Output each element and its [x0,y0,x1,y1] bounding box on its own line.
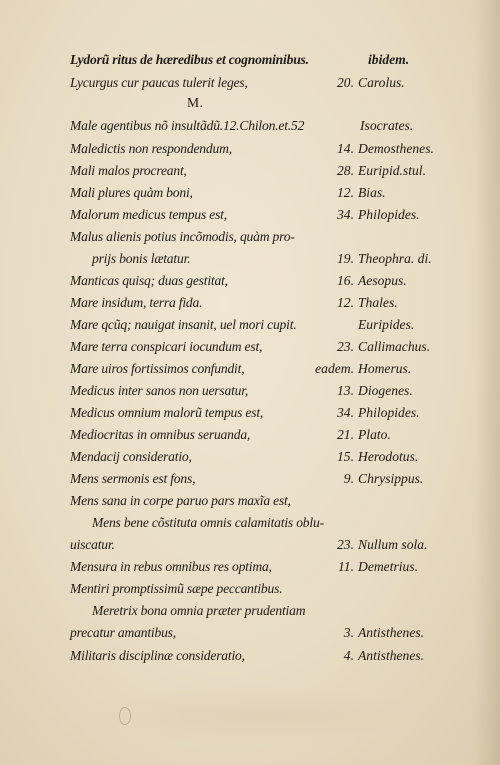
entry-source: Aesopus. [358,273,407,288]
index-entry [0,361,500,383]
entry-number: 28. [337,163,354,178]
index-entry [0,163,500,185]
entry-text: Lycurgus cur paucas tulerit leges, [70,75,248,90]
index-entry [0,383,500,405]
entry-text: Mensura in rebus omnibus res optima, [70,559,272,574]
entry-number: 16. [337,273,354,288]
entry-source: Callimachus. [358,339,431,354]
index-entry [0,339,500,361]
index-entry [0,603,500,625]
entry-text: Malus alienis potius incõmodis, quàm pro- [70,229,295,244]
entry-source: Euripides. [358,317,415,332]
index-entry [0,75,500,97]
index-entry [0,471,500,493]
entry-source: Demosthenes. [358,141,434,156]
index-entry [0,207,500,229]
entry-number: 15. [337,449,354,464]
entry-text-continuation: prijs bonis lætatur. [92,251,191,266]
index-entry [0,493,500,515]
entry-text-continuation: Mens bene cõstituta omnis calamitatis oblu- [92,515,324,530]
entry-number: 34. [337,207,354,222]
index-entry [0,537,500,559]
entry-source: Chrysippus. [358,471,424,486]
entry-number: 12. [337,185,354,200]
entry-text: Maledictis non respondendum, [70,141,232,156]
entry-text: Male agentibus nõ insultãdũ.12.Chilon.et.52 [70,118,305,133]
entry-source: Theophra. di. [358,251,432,266]
index-entry [0,141,500,163]
entry-source: Diogenes. [358,383,413,398]
entry-number: 19. [337,251,354,266]
index-entry [0,405,500,427]
entry-text: Mali plures quàm boni, [70,185,193,200]
entry-text: Mali malos procreant, [70,163,187,178]
entry-number: 23. [337,339,354,354]
index-entry [0,229,500,251]
entry-source: Philopides. [358,207,420,222]
entry-number: 14. [337,141,354,156]
entry-text: precatur amantibus, [70,625,176,640]
index-entry [0,52,500,74]
entry-text: Mare uiros fortissimos confundit, [70,361,245,376]
entry-source: Plato. [358,427,391,442]
section-letter: M. [187,95,204,110]
entry-text: Mendacij consideratio, [70,449,192,464]
entry-text: Manticas quisq; duas gestitat, [70,273,228,288]
entry-text: Mare terra conspicari iocundum est, [70,339,263,354]
entry-text: Mentiri promptissimũ sæpe peccantibus. [70,581,283,596]
index-entry [0,118,500,140]
entry-source: Herodotus. [358,449,419,464]
page-ornament-mark [119,707,131,725]
entry-number: 21. [337,427,354,442]
entry-source: ibidem. [368,52,410,67]
entry-number: 12. [337,295,354,310]
entry-source: Demetrius. [358,559,419,574]
entry-number: 3. [343,625,354,640]
entry-number: 11. [338,559,354,574]
entry-text: Mens sana in corpe paruo pars maxĩa est, [70,493,291,508]
entry-text: uiscatur. [70,537,115,552]
entry-number: 20. [337,75,354,90]
entry-source: Antisthenes. [358,648,425,663]
entry-source: Thales. [358,295,398,310]
entry-number: eadem. [315,361,354,376]
entry-source: Bias. [358,185,386,200]
entry-text: Mare qcũq; nauigat insanit, uel mori cupit. [70,317,297,332]
entry-number: 34. [337,405,354,420]
entry-number: 9. [343,471,354,486]
index-entry [0,581,500,603]
index-entry [0,515,500,537]
entry-text: Mare insidum, terra fida. [70,295,203,310]
index-entry [0,559,500,581]
entry-number: 23. [337,537,354,552]
index-entry [0,317,500,339]
entry-source: Carolus. [358,75,405,90]
entry-text: Militaris disciplinæ consideratio, [70,648,245,663]
index-entry [0,185,500,207]
entry-text: Mediocritas in omnibus seruanda, [70,427,251,442]
entry-source: Euripid.stul. [358,163,426,178]
entry-source: Philopides. [358,405,420,420]
entry-source: Nullum sola. [358,537,428,552]
index-entry [0,427,500,449]
entry-number: 4. [343,648,354,663]
entry-text: Lydorũ ritus de hæredibus et cognominibus. [70,52,309,67]
entry-text: Medicus inter sanos non uersatur, [70,383,249,398]
entry-text: Medicus omnium malorũ tempus est, [70,405,264,420]
index-entry [0,648,500,670]
index-entry [0,449,500,471]
entry-source: Antisthenes. [358,625,425,640]
index-entry [0,251,500,273]
index-entry [0,295,500,317]
entry-text: Mens sermonis est fons, [70,471,196,486]
paper-stain [90,685,420,745]
entry-text: Malorum medicus tempus est, [70,207,227,222]
entry-source: Isocrates. [360,118,414,133]
index-entry [0,273,500,295]
index-entry [0,625,500,647]
entry-number: 13. [337,383,354,398]
entry-source: Homerus. [358,361,412,376]
entry-text-continuation: Meretrix bona omnia præter prudentiam [92,603,306,618]
